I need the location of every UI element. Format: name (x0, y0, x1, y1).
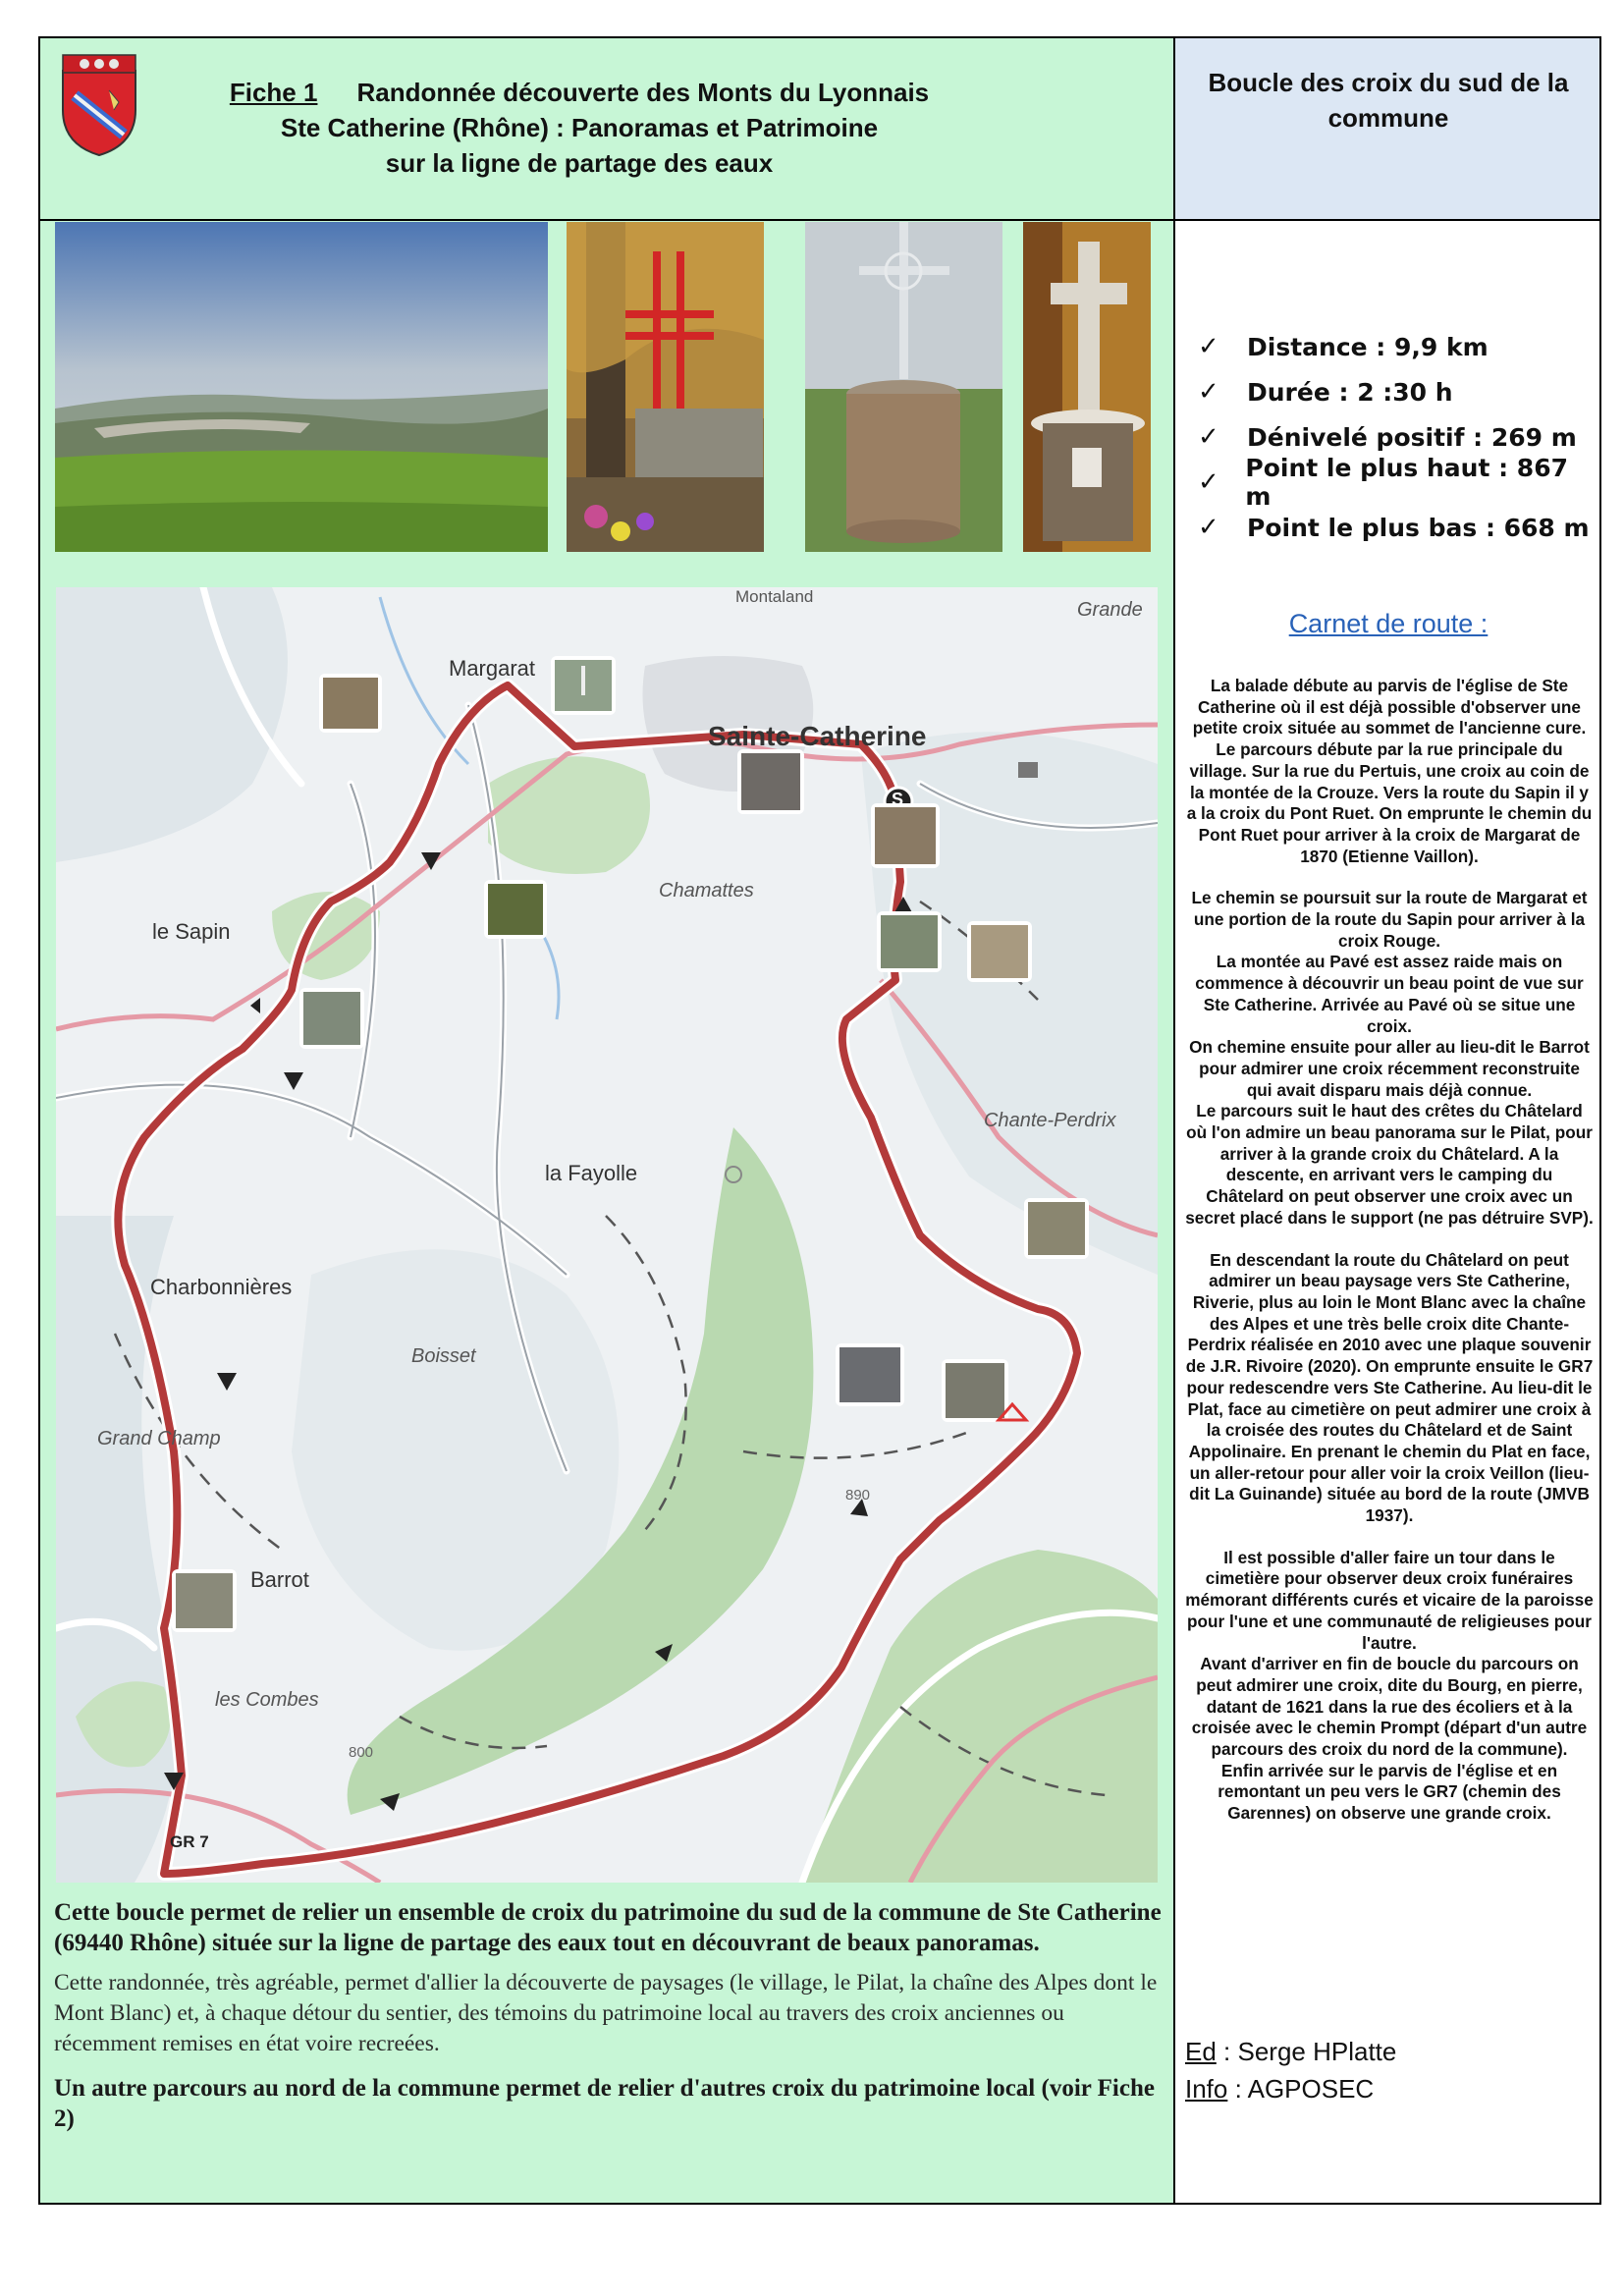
stat-highest-point: ✓ Point le plus haut : 867 m (1198, 454, 1568, 511)
check-icon: ✓ (1198, 332, 1219, 361)
carnet-paragraph: Il est possible d'aller faire un tour dans le cimetière pour observer deux croix funéraires mémorant différents curés et vicaire de la paroisse pour l'une et une communauté de religieuses pour l'autre. Avant d'arriver en fin de boucle du parcours on peut admirer une croix, dite du Bourg, en pierre, datant de 1621 dans la rue des écoliers et à la croisée avec le chemin Prompt (départ d'un autre parcours des croix du nord de la commune). Enfin arrivée sur le parvis de l'église et en remontant un peu vers le GR7 (chemin des Garennes) on observe une grande croix. (1185, 1547, 1594, 1824)
check-icon: ✓ (1198, 422, 1219, 452)
credit-editor: Ed : Serge HPlatte (1185, 2037, 1397, 2066)
map-label-margarat: Margarat (449, 656, 536, 681)
stat-distance: ✓ Distance : 9,9 km (1198, 332, 1489, 361)
check-icon: ✓ (1198, 377, 1219, 407)
map-label-altitude-800: 800 (349, 1744, 374, 1761)
commune-crest-icon (55, 51, 143, 159)
outro-text: Un autre parcours au nord de la commune permet de relier d'autres croix du patrimoine local (voir Fiche 2) (54, 2075, 1155, 2132)
title-line-1: Randonnée découverte des Monts du Lyonnais (356, 78, 930, 107)
map-label-grand-champ: Grand Champ (97, 1428, 221, 1449)
stat-duration: ✓ Durée : 2 :30 h (1198, 377, 1453, 407)
map-label-barrot: Barrot (250, 1567, 309, 1592)
credit-info: Info : AGPOSEC (1185, 2074, 1375, 2104)
map-label-grande: Grande (1077, 599, 1143, 621)
carnet-title[interactable]: Carnet de route : (1288, 609, 1489, 638)
photo-croix-rouge (567, 222, 764, 552)
carnet-body (1185, 676, 1594, 1845)
carnet-paragraph: En descendant la route du Châtelard on peut admirer un beau paysage vers Ste Catherine, Riverie, plus au loin le Mont Blanc avec la chaîne des Alpes et une très belle croix dite Chante-Perdrix réalisée en 2010 avec une plaque souvenir de J.R. Rivoire (2020). On emprunte ensuite le GR7 pour redescendre vers Ste Catherine. Au lieu-dit le Plat, face au cimetière on peut admirer une croix à la croisée des routes du Châtelard et de Saint Appolinaire. En prenant le chemin du Plat en face, un aller-retour pour aller voir la croix Veillon (lieu-dit La Guinande) située au bord de la route (JMVB 1937). (1185, 1249, 1594, 1526)
carnet-paragraph: Le chemin se poursuit sur la route de Margarat et une portion de la route du Sapin pour arriver à la croix Rouge. La montée au Pavé est assez raide mais on commence à découvrir un beau point de vue sur Ste Catherine. Arrivée au Pavé où se situe une croix. On chemine ensuite pour aller au lieu-dit le Barrot pour admirer une croix récemment reconstruite qui avait disparu mais déjà connue. Le parcours suit le haut des crêtes du Châtelard où l'on admire un beau panorama sur le Pilat, pour arriver à la grande croix du Châtelard. A la descente, en arrivant vers le camping du Châtelard on peut observer une croix avec un secret placé dans le support (ne pas détruire SVP). (1185, 888, 1594, 1228)
map-label-charbonnieres: Charbonnières (150, 1275, 293, 1299)
description-text: Cette randonnée, très agréable, permet d'allier la découverte de paysages (le village, le Pilat, la chaîne des Alpes dont le Mont Blanc) et, à chaque détour du sentier, des témoins du patrimoine local au travers des croix anciennes ou récemment remises en état voire recreées. (54, 1970, 1158, 2056)
map-label-chante-perdrix: Chante-Perdrix (984, 1110, 1116, 1131)
loop-title: Boucle des croix du sud de la commune (1208, 68, 1569, 133)
map-label-montaland: Montaland (735, 587, 814, 606)
bottom-description (54, 1897, 1164, 2144)
map-label-chamattes: Chamattes (659, 880, 754, 902)
title-line-3: sur la ligne de partage des eaux (385, 148, 774, 178)
map-label-la-fayolle: la Fayolle (545, 1161, 638, 1185)
credits (1185, 2033, 1578, 2107)
map-label-le-sapin: le Sapin (152, 919, 231, 944)
photo-croix-pierre (1023, 222, 1151, 552)
photo-croix-margarat (805, 222, 1002, 552)
check-icon: ✓ (1198, 467, 1219, 497)
map-label-gr7: GR 7 (170, 1832, 209, 1851)
stat-elevation-gain: ✓ Dénivelé positif : 269 m (1198, 422, 1577, 452)
fiche-number: Fiche 1 (229, 78, 318, 107)
carnet-paragraph: La balade débute au parvis de l'église de Ste Catherine où il est déjà possible d'observer une petite croix située au sommet de l'ancienne cure. Le parcours débute par la rue principale du village. Sur la rue du Pertuis, une croix au coin de la montée de la Crouze. Vers la route du Sapin il y a la croix du Pont Ruet. On emprunte le chemin du Pont Ruet pour arriver à la croix de Margarat de 1870 (Etienne Vaillon). (1186, 676, 1593, 866)
map-start-marker: S (892, 790, 904, 809)
hike-stats (1198, 324, 1591, 550)
check-icon: ✓ (1198, 513, 1219, 542)
map-label-les-combes: les Combes (215, 1689, 319, 1711)
page-title (196, 75, 962, 181)
map-label-sainte-catherine: Sainte-Catherine (708, 721, 927, 751)
map-label-boisset: Boisset (411, 1345, 476, 1367)
stat-lowest-point: ✓ Point le plus bas : 668 m (1198, 513, 1590, 542)
route-map[interactable] (56, 587, 1158, 1883)
photo-panorama-village (55, 222, 548, 552)
intro-text: Cette boucle permet de relier un ensemble de croix du patrimoine du sud de la commune de Ste Catherine (69440 Rhône) située sur la ligne de partage des eaux tout en découvrant de beaux panoramas. (54, 1899, 1162, 1956)
map-label-altitude-890: 890 (845, 1487, 871, 1503)
title-line-2: Ste Catherine (Rhône) : Panoramas et Patrimoine (280, 113, 879, 142)
